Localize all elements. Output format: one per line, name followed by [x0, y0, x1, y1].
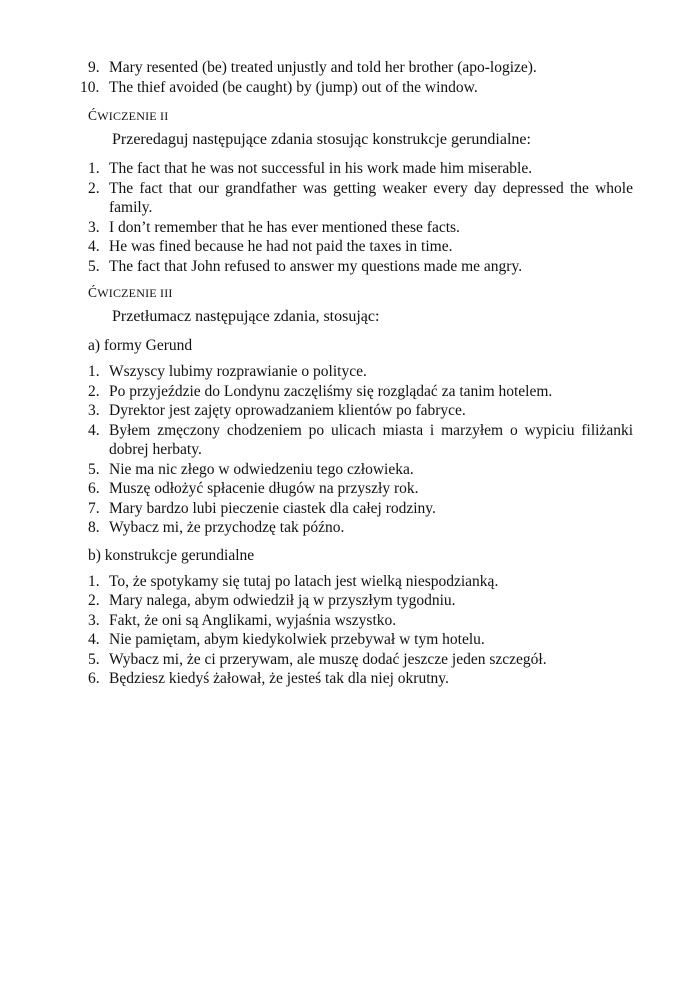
item-number: 1. — [88, 160, 100, 177]
item-number: 3. — [88, 611, 100, 629]
list-item — [80, 78, 633, 98]
item-text: Fakt, że oni są Anglikami, wyjaśnia wszystko. — [109, 611, 397, 629]
item-text: He was fined because he had not paid the taxes in time. — [109, 238, 453, 255]
item-number: 8. — [88, 519, 100, 536]
item-number: 7. — [88, 499, 100, 517]
exercise-2-list — [88, 159, 633, 276]
item-number: 3. — [88, 402, 100, 419]
item-number: 2. — [88, 592, 100, 609]
item-text: Wybacz mi, że przychodzę tak późno. — [109, 519, 345, 536]
item-number: 4. — [88, 238, 100, 255]
item-number: 5. — [88, 257, 100, 275]
item-number: 2. — [88, 179, 100, 197]
item-text: Po przyjeździe do Londynu zaczęliśmy się rozglądać za tanim hotelem. — [109, 382, 553, 400]
list-item — [88, 362, 633, 382]
item-number: 5. — [88, 650, 100, 668]
list-item — [88, 159, 633, 179]
heading-rest: WICZENIE III — [97, 286, 173, 300]
list-item — [88, 479, 633, 499]
item-text: Wybacz mi, że ci przerywam, ale muszę dodać jeszcze jeden szczegół. — [109, 650, 547, 668]
part-a-label: a) formy Gerund — [88, 337, 193, 354]
item-text: The fact that he was not successful in his work made him miserable. — [109, 160, 533, 177]
item-text: I don’t remember that he has ever mentioned these facts. — [109, 218, 460, 236]
list-item — [88, 257, 633, 277]
list-item — [88, 518, 633, 538]
item-number: 6. — [88, 670, 100, 687]
list-item — [88, 58, 633, 78]
exercise-2-heading — [88, 108, 633, 124]
item-text: Mary resented (be) treated unjustly and told her brother (apo-logize). — [109, 59, 537, 76]
item-number: 1. — [88, 572, 100, 590]
item-text: The fact that our grandfather was getting weaker every day depressed the whole family. — [109, 179, 633, 216]
heading-initial: Ć — [88, 285, 98, 300]
list-item — [88, 669, 633, 689]
list-item — [88, 611, 633, 631]
item-number: 4. — [88, 421, 100, 439]
page-content — [80, 58, 633, 689]
list-item — [88, 460, 633, 480]
item-text: To, że spotykamy się tutaj po latach jest wielką niespodzianką. — [109, 572, 499, 590]
list-item — [88, 401, 633, 421]
item-text: Nie pamiętam, abym kiedykolwiek przebywał w tym hotelu. — [109, 631, 485, 648]
list-item — [88, 650, 633, 670]
list-item — [88, 499, 633, 519]
item-number: 5. — [88, 460, 100, 478]
item-text: Mary nalega, abym odwiedził ją w przyszłym tygodniu. — [109, 592, 456, 609]
part-b-label: b) konstrukcje gerundialne — [88, 546, 255, 564]
heading-initial: Ć — [88, 108, 98, 123]
heading-rest: WICZENIE II — [97, 109, 169, 123]
item-text: The fact that John refused to answer my questions made me angry. — [109, 257, 523, 275]
list-item — [88, 382, 633, 402]
list-item — [88, 630, 633, 650]
item-number: 3. — [88, 218, 100, 236]
item-number: 6. — [88, 480, 100, 497]
list-item — [88, 591, 633, 611]
exercise-2-instruction: Przeredaguj następujące zdania stosując konstrukcje gerundialne: — [112, 131, 531, 148]
item-number: 4. — [88, 631, 100, 648]
exercise-3-heading — [88, 285, 633, 301]
item-text: Dyrektor jest zajęty oprowadzaniem klientów po fabryce. — [109, 402, 466, 419]
item-number: 9. — [88, 59, 100, 76]
exercise-3-instruction: Przetłumacz następujące zdania, stosując: — [112, 308, 380, 325]
list-item — [88, 421, 633, 460]
list-item — [88, 218, 633, 238]
item-text: Będziesz kiedyś żałował, że jesteś tak dla niej okrutny. — [109, 670, 449, 687]
list-item — [88, 572, 633, 592]
item-text: Muszę odłożyć spłacenie długów na przyszły rok. — [109, 480, 419, 497]
item-number: 1. — [88, 363, 100, 380]
item-text: Nie ma nic złego w odwiedzeniu tego człowieka. — [109, 460, 414, 478]
item-text: The thief avoided (be caught) by (jump) out of the window. — [109, 78, 478, 96]
item-number: 2. — [88, 382, 100, 400]
item-number: 10. — [80, 78, 100, 96]
top-exercise-list — [80, 58, 633, 97]
exercise-3b-list — [88, 572, 633, 689]
item-text: Wszyscy lubimy rozprawianie o polityce. — [109, 363, 367, 380]
list-item — [88, 179, 633, 218]
list-item — [88, 237, 633, 257]
item-text: Byłem zmęczony chodzeniem po ulicach miasta i marzyłem o wypiciu filiżanki dobrej herbaty. — [109, 421, 633, 458]
item-text: Mary bardzo lubi pieczenie ciastek dla całej rodziny. — [109, 499, 436, 517]
exercise-3a-list — [88, 362, 633, 538]
